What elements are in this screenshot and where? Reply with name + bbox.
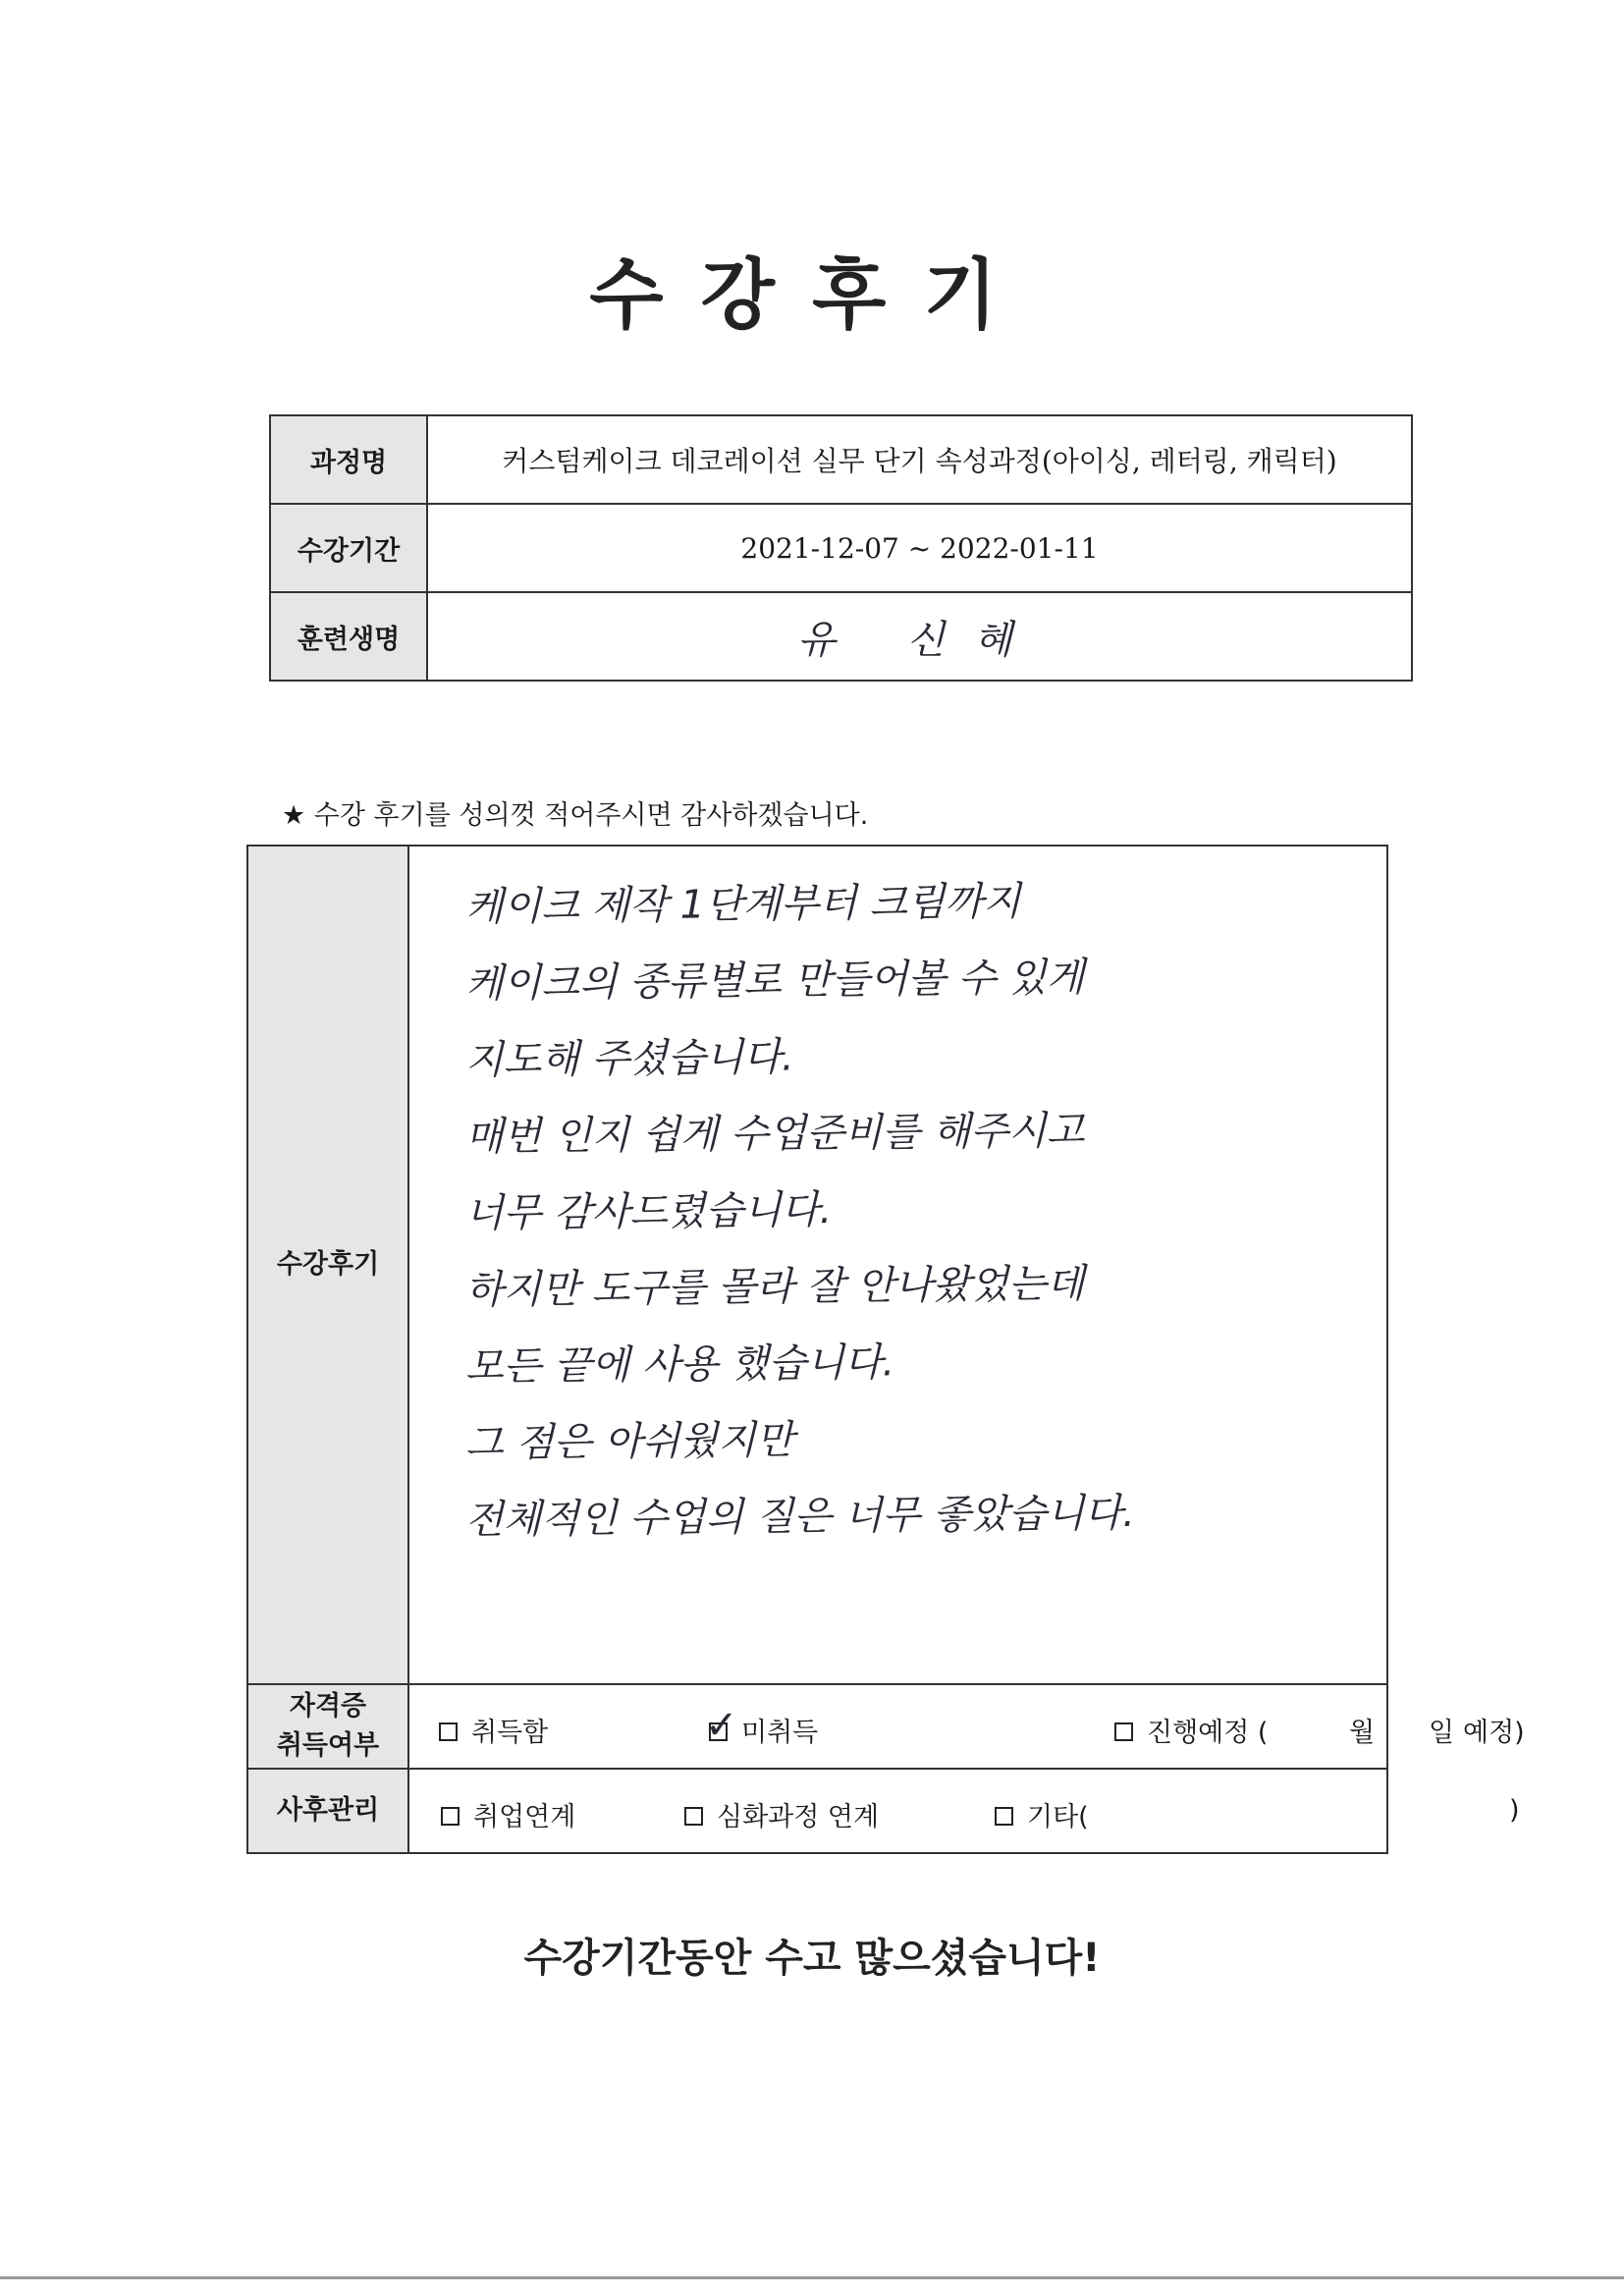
option-job-link-label: 취업연계 <box>473 1802 576 1832</box>
course-info-table <box>269 414 1413 682</box>
review-row <box>247 846 1387 1684</box>
review-line: 너무 감사드렸습니다. <box>464 1187 833 1236</box>
checkbox-other[interactable] <box>995 1807 1013 1826</box>
option-other[interactable] <box>995 1795 1089 1833</box>
certificate-row <box>247 1684 1387 1769</box>
scan-edge-divider <box>0 2276 1624 2279</box>
month-label: 월 <box>1349 1718 1376 1748</box>
option-other-label: 기타( <box>1027 1802 1089 1832</box>
option-acquired-label: 취득함 <box>471 1718 549 1748</box>
trainee-name-handwritten: 유 신혜 <box>427 592 1412 681</box>
checkbox-job-link[interactable] <box>441 1807 460 1826</box>
day-label: 일 <box>1429 1718 1455 1748</box>
checkbox-not-acquired[interactable] <box>705 1703 738 1748</box>
page-title: 수강후기 <box>589 250 1035 340</box>
certificate-label <box>247 1684 408 1769</box>
certificate-label-line2: 취득여부 <box>276 1730 380 1761</box>
aftercare-label: 사후관리 <box>247 1769 408 1853</box>
aftercare-row <box>247 1769 1387 1853</box>
review-line: 전체적인 수업의 질은 너무 좋았습니다. <box>464 1490 1136 1543</box>
review-handwritten-text <box>410 847 1385 1682</box>
instruction-note: ★ 수강 후기를 성의껏 적어주시면 감사하겠습니다. <box>282 800 869 831</box>
certificate-options <box>408 1684 1525 1769</box>
review-body-cell <box>408 846 1387 1684</box>
closing-message: 수강기간동안 수고 많으셨습니다! <box>523 1936 1101 1981</box>
review-line: 그 점은 아쉬웠지만 <box>464 1417 794 1466</box>
period-row <box>270 504 1412 592</box>
checkbox-in-progress[interactable] <box>1114 1722 1133 1741</box>
review-line: 매번 인지 쉽게 수업준비를 해주시고 <box>464 1108 1085 1160</box>
review-line: 지도해 주셨습니다. <box>464 1034 794 1083</box>
trainee-label: 훈련생명 <box>270 592 427 681</box>
review-line: 케이크 제작 1단계부터 크림까지 <box>464 879 1022 930</box>
trainee-row <box>270 592 1412 681</box>
period-value: 2021-12-07 ~ 2022-01-11 <box>427 504 1412 592</box>
option-advanced-course-label: 심화과정 연계 <box>717 1802 880 1832</box>
review-line: 케이크의 종류별로 만들어볼 수 있게 <box>464 955 1085 1007</box>
option-not-acquired[interactable] <box>705 1703 819 1749</box>
period-label: 수강기간 <box>270 504 427 592</box>
course-name-value: 커스텀케이크 데코레이션 실무 단기 속성과정(아이싱, 레터링, 캐릭터) <box>427 415 1412 504</box>
review-table <box>246 845 1525 1854</box>
other-close-paren: ) <box>1509 1795 1520 1826</box>
review-line: 하지만 도구를 몰라 잘 안나왔었는데 <box>464 1261 1085 1313</box>
aftercare-options <box>408 1769 1520 1853</box>
course-name-label: 과정명 <box>270 415 427 504</box>
option-job-link[interactable] <box>441 1795 575 1833</box>
review-label: 수강후기 <box>247 846 408 1684</box>
review-line: 모든 끝에 사용 했습니다. <box>464 1339 895 1390</box>
option-advanced-course[interactable] <box>684 1795 879 1833</box>
option-in-progress[interactable] <box>1114 1711 1268 1749</box>
option-acquired[interactable] <box>439 1711 548 1749</box>
checkbox-acquired[interactable] <box>439 1722 458 1741</box>
checkbox-advanced-course[interactable] <box>684 1807 703 1826</box>
check-mark-icon: ✓ <box>705 1703 738 1748</box>
option-not-acquired-label: 미취득 <box>741 1718 819 1748</box>
certificate-label-line1: 자격증 <box>289 1691 367 1722</box>
course-row <box>270 415 1412 504</box>
planned-label: 예정) <box>1463 1718 1525 1748</box>
option-in-progress-label: 진행예정 ( <box>1147 1718 1269 1748</box>
